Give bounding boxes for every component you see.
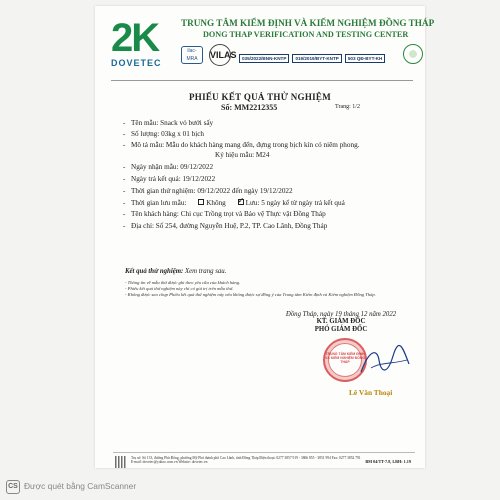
field-return-date: - Ngày trả kết quả: 19/12/2022	[123, 174, 216, 183]
handwritten-signature	[357, 342, 413, 382]
field-customer: - Tên khách hàng: Chi cục Trồng trọt và Bảo vệ Thực vật Đồng Tháp	[123, 210, 326, 219]
cert-codes	[239, 54, 385, 63]
logo-mark: 2K	[111, 16, 159, 60]
footer-address: Trụ sở: Số 133, đường Phù Đổng, phường Mỹ Phú thành phố Cao Lãnh, tỉnh Đồng Tháp Điện thoại: 0277 3857 919 - 3866 855 - 3851 994 Fax: 0277 3852 791 E-mail: dovetec@yahoo.com.vn Website: dovetec.vn	[131, 456, 361, 465]
document-footer	[113, 452, 415, 468]
camscanner-text: Được quét bằng CamScanner	[24, 481, 137, 491]
accreditation-row	[181, 42, 421, 76]
field-quantity: - Số lượng: 03kg x 01 bịch	[123, 129, 204, 138]
scanner-watermark	[0, 472, 500, 500]
signature-block	[271, 311, 411, 334]
cert-code: 503 QĐ-BYT-KH	[345, 54, 385, 63]
sign-role-2: PHÓ GIÁM ĐỐC	[314, 326, 368, 333]
note-line: - Phiếu kết quả thử nghiệm này chỉ có giá trị trên mẫu thử.	[125, 286, 234, 292]
form-code: BM 04/TT-7.8, LBH: 1.19	[365, 459, 411, 464]
storage-no-label: Không	[206, 198, 226, 207]
header-divider	[111, 80, 413, 81]
signer-name: Lê Văn Thoại	[349, 388, 393, 397]
document-page	[95, 6, 435, 468]
logo-brand: DOVETEC	[111, 58, 162, 68]
sign-role: KT. GIÁM ĐỐC	[316, 318, 366, 325]
ilac-mra-badge-icon: ilac-MRA	[181, 46, 203, 64]
org-name-vn: TRUNG TÂM KIỂM ĐỊNH VÀ KIỂM NGHIỆM ĐỒNG THÁP	[181, 18, 435, 28]
test-result-label: Kết quả thử nghiệm:	[125, 268, 184, 275]
field-received-date: - Ngày nhận mẫu: 09/12/2022	[123, 163, 214, 172]
cert-code: 035/2022/BNN-KNTP	[239, 54, 289, 63]
field-test-period: - Thời gian thử nghiệm: 09/12/2022 đến ngày 19/12/2022	[123, 186, 293, 195]
sign-date: Đồng Tháp, ngày 19 tháng 12 năm 2022	[285, 311, 397, 318]
document-title: PHIẾU KẾT QUẢ THỬ NGHIỆM	[188, 92, 332, 102]
field-description: - Mô tả mẫu: Mẫu do khách hàng mang đến, đựng trong bịch kín có niêm phong.	[123, 140, 360, 149]
storage-yes-label: Lưu: 5 ngày kể từ ngày trả kết quả	[245, 198, 345, 207]
qr-code-icon	[115, 456, 127, 468]
document-code: Số: MM2212355	[221, 103, 278, 112]
note-line: - Không được sao chụp Phiếu kết quả thử nghiệm này nếu không được sự đồng ý của Trung tâm Kiểm định và Kiểm nghiệm Đồng Tháp.	[125, 292, 376, 298]
test-result-value: Xem trang sau.	[184, 268, 227, 275]
document-header	[111, 16, 435, 96]
camscanner-logo-icon: CS	[6, 480, 20, 494]
sample-info	[123, 118, 413, 232]
test-result	[125, 268, 226, 275]
field-address: - Địa chỉ: Số 254, đường Nguyễn Huệ, P.2, TP. Cao Lãnh, Đồng Tháp	[123, 222, 328, 231]
storage-no-checkbox	[198, 199, 204, 205]
org-name-en: DONG THAP VERIFICATION AND TESTING CENTER	[203, 30, 409, 39]
dovetec-logo	[111, 16, 173, 76]
red-seal-stamp: TRUNG TÂM KIỂM ĐỊNH VÀ KIỂM NGHIỆM ĐỒNG THÁP	[323, 338, 367, 382]
notes	[125, 280, 405, 299]
note-line: - Thông tin về mẫu thử được ghi theo yêu cầu của khách hàng.	[125, 280, 241, 285]
field-storage-time: - Thời gian lưu mẫu: Không ✓ Lưu: 5 ngày kể từ ngày trả kết quả	[123, 198, 413, 209]
field-sample-code: Ký hiệu mẫu: M24	[215, 151, 270, 160]
cert-code: 019/2019/BYT-KNTP	[292, 54, 341, 63]
ministry-seal-icon	[403, 44, 423, 64]
page-number: Trang: 1/2	[335, 104, 360, 110]
field-sample-name: - Tên mẫu: Snack vỏ bưởi sấy	[123, 119, 214, 127]
storage-yes-checkbox	[238, 199, 244, 205]
vilas-badge-icon: VILAS	[209, 44, 231, 66]
